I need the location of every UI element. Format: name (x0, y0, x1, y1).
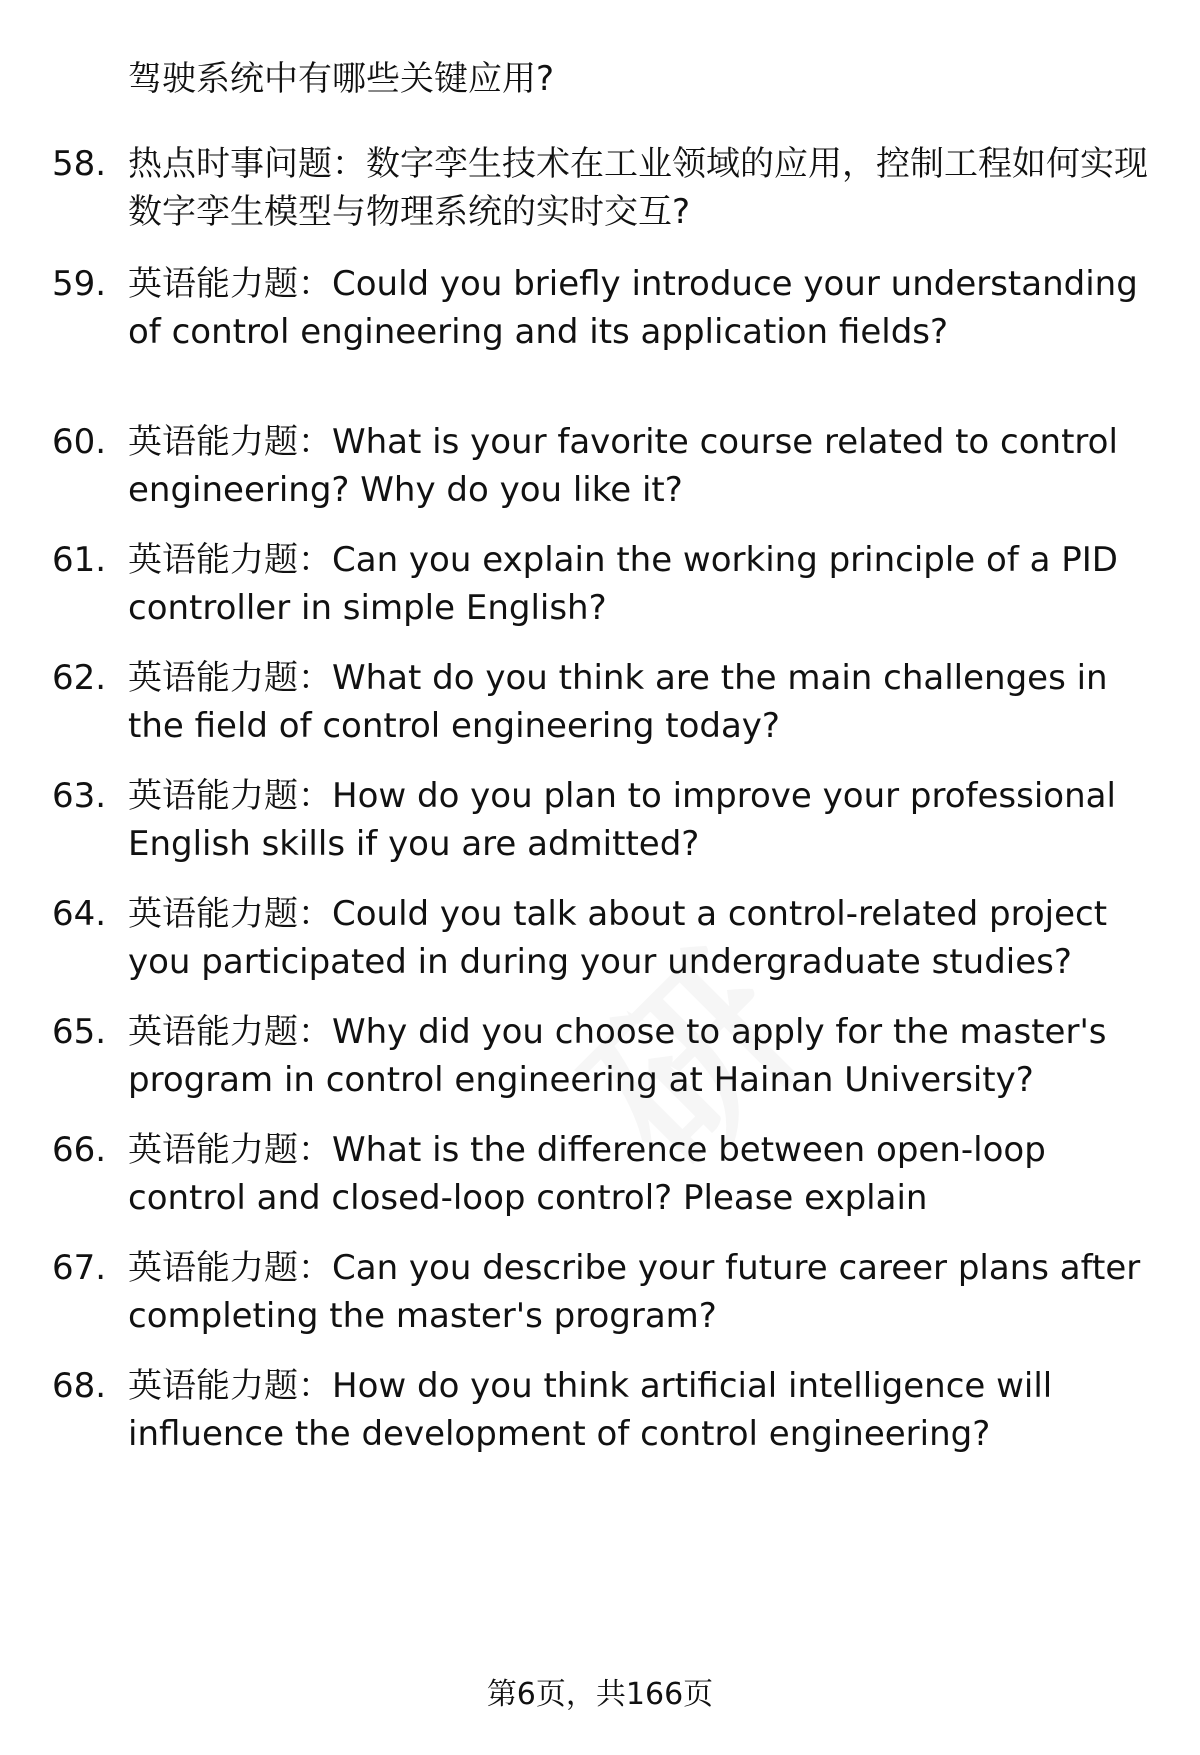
question-number: 58. (52, 144, 107, 184)
question-text: 英语能力题：Can you explain the working principle of a PID controller in simple English? (128, 540, 1118, 628)
question-number: 63. (52, 776, 107, 816)
question-number: 67. (52, 1248, 107, 1288)
question-text: 英语能力题：How do you think artificial intelligence will influence the development of control engineering? (128, 1366, 1053, 1454)
question-text: 英语能力题：How do you plan to improve your professional English skills if you are admitted? (128, 776, 1116, 864)
question-text: 英语能力题：What do you think are the main challenges in the field of control engineering today? (128, 658, 1108, 746)
question-number: 66. (52, 1130, 107, 1170)
question-number: 59. (52, 264, 107, 304)
question-number: 65. (52, 1012, 107, 1052)
question-text: 英语能力题：Could you briefly introduce your understanding of control engineering and its application fields? (128, 264, 1138, 352)
question-text: 英语能力题：Why did you choose to apply for the master's program in control engineering at Hainan University? (128, 1012, 1107, 1100)
question-text: 热点时事问题：数字孪生技术在工业领域的应用，控制工程如何实现数字孪生模型与物理系统的实时交互? (128, 144, 1148, 232)
question-number: 60. (52, 422, 107, 462)
question-text: 英语能力题：Could you talk about a control-related project you participated in during your undergraduate studies? (128, 894, 1108, 982)
question-text: 英语能力题：Can you describe your future career plans after completing the master's program? (128, 1248, 1141, 1336)
question-text: 英语能力题：What is your favorite course related to control engineering? Why do you like it? (128, 422, 1118, 510)
question-number: 64. (52, 894, 107, 934)
question-number: 61. (52, 540, 107, 580)
question-text: 英语能力题：What is the difference between open-loop control and closed-loop control? Please explain (128, 1130, 1046, 1218)
question-number: 68. (52, 1366, 107, 1406)
page-number: 第6页，共166页 (486, 1677, 714, 1712)
continued-question-text: 驾驶系统中有哪些关键应用? (128, 59, 555, 99)
question-number: 62. (52, 658, 107, 698)
